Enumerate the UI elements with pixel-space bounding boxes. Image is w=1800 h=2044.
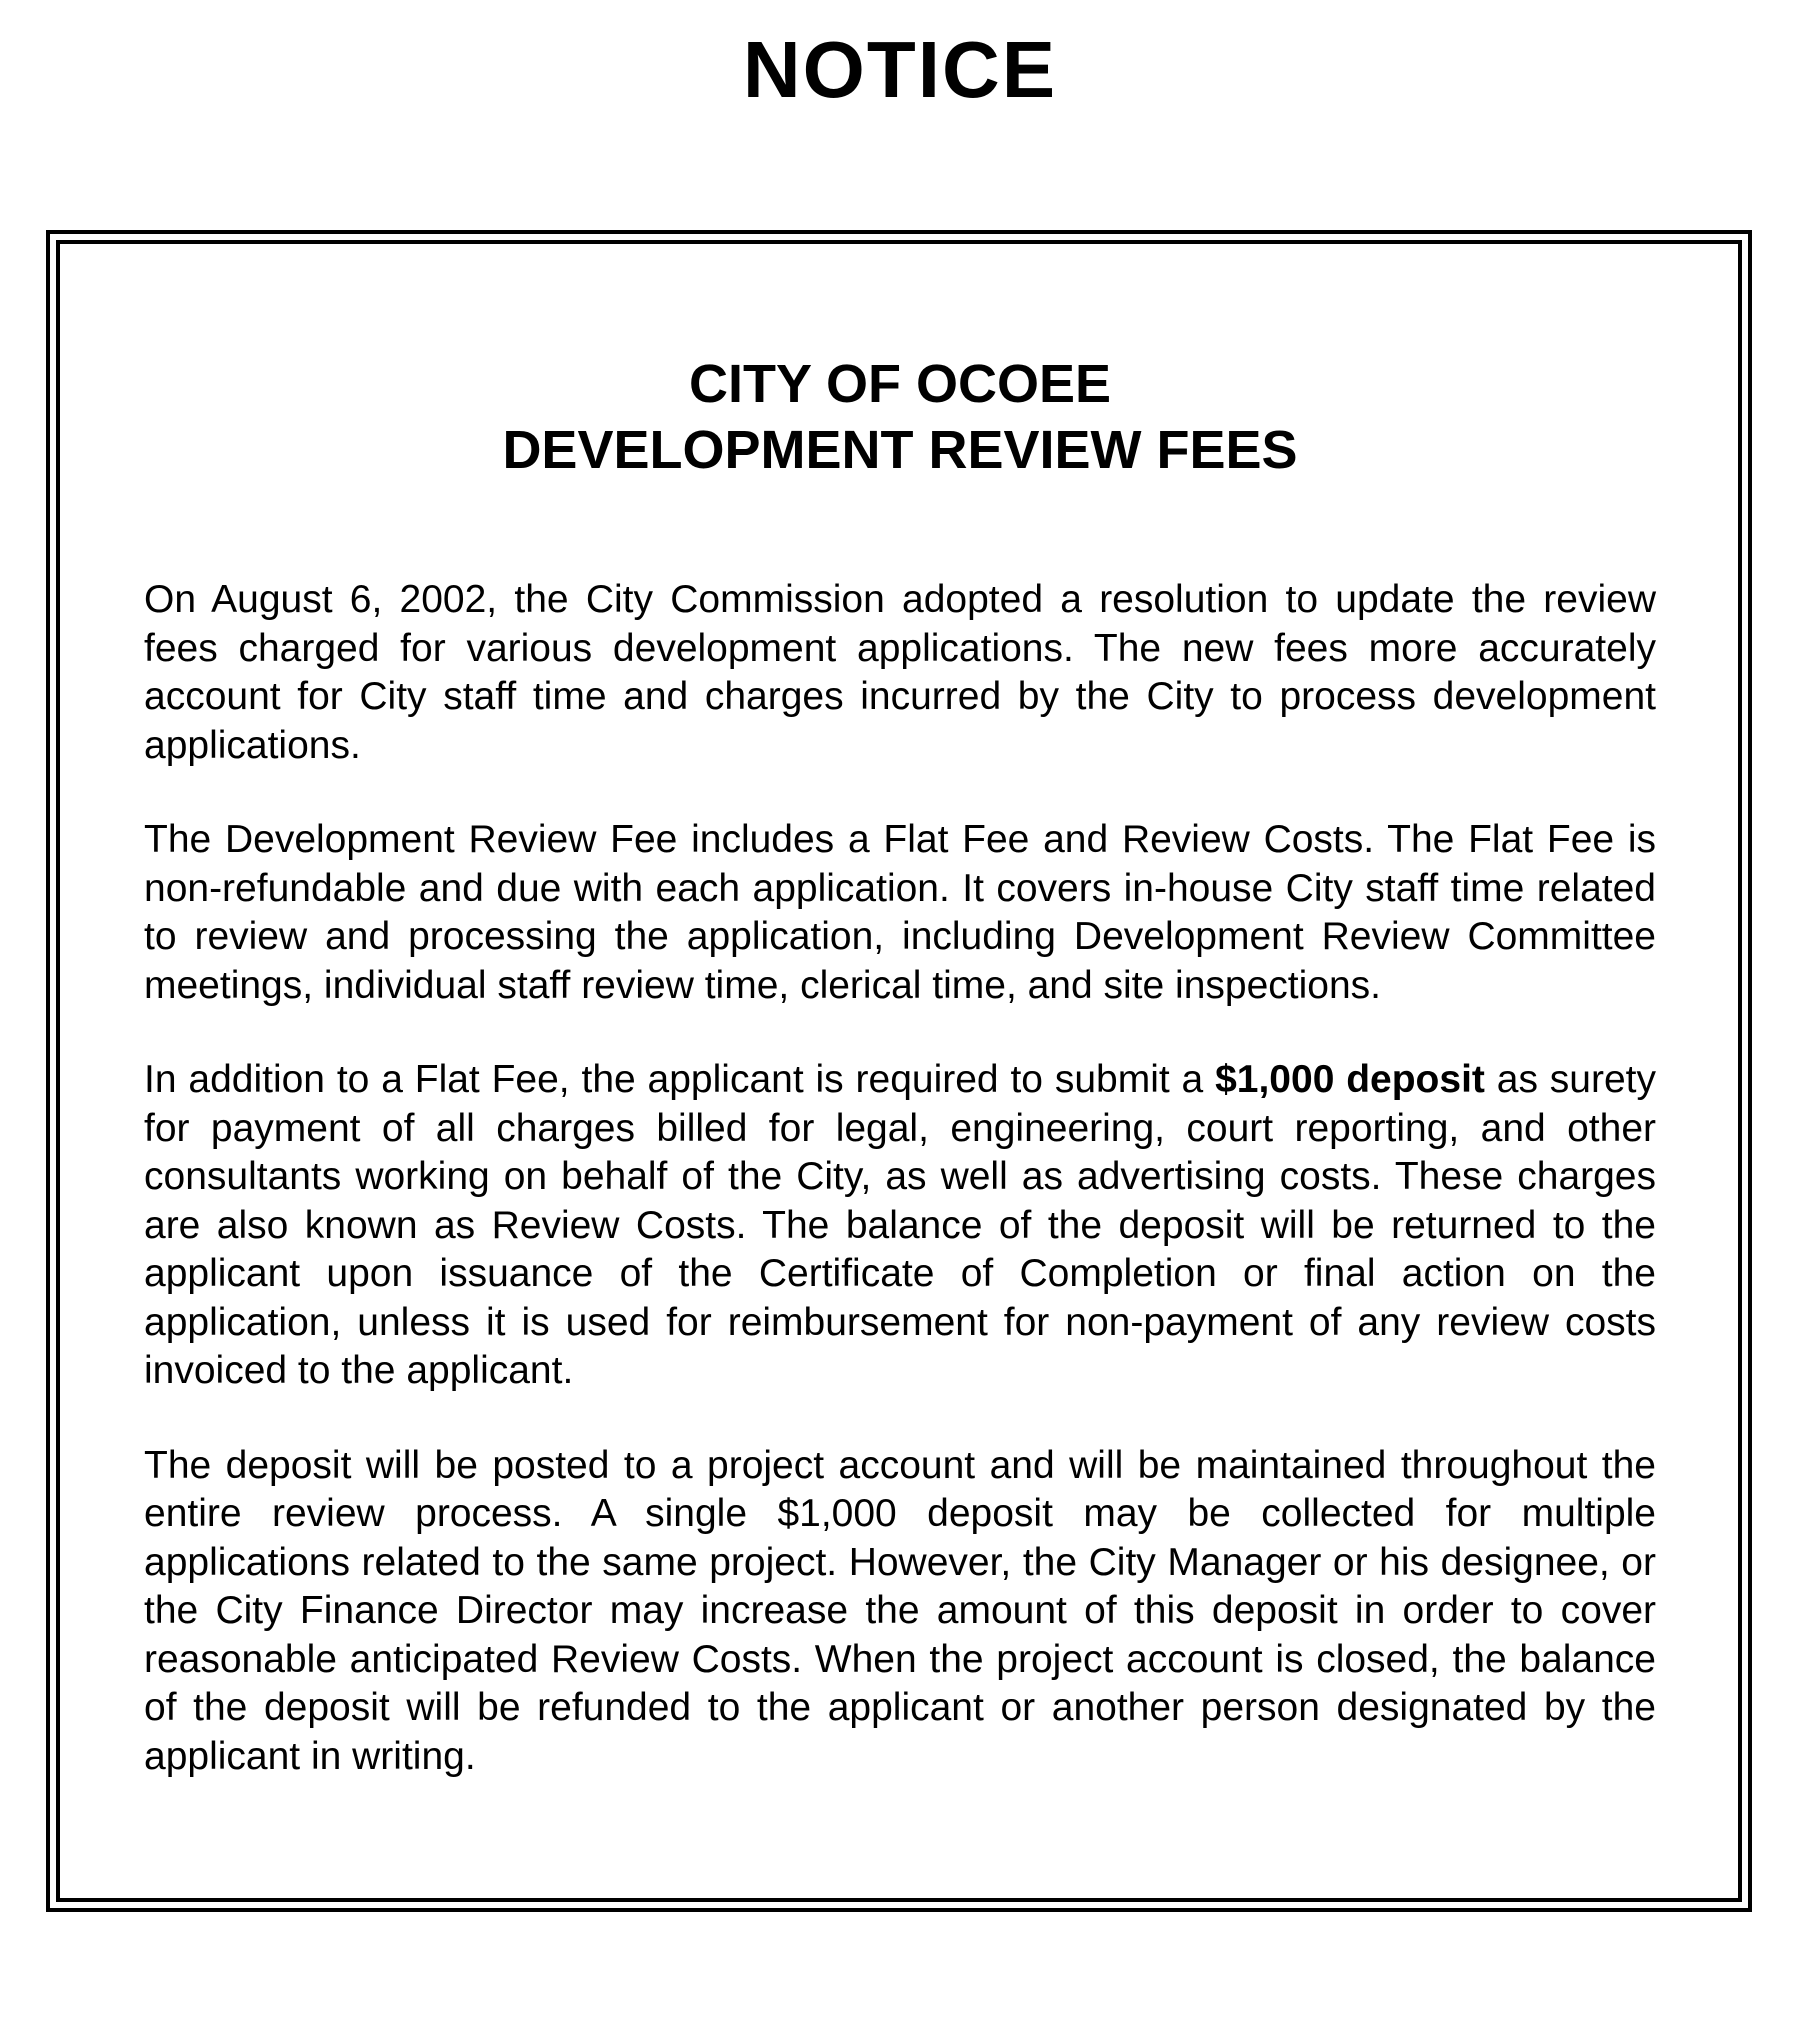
- document-title-line-2: DEVELOPMENT REVIEW FEES: [502, 420, 1298, 480]
- paragraph-project-account: The deposit will be posted to a project account and will be maintained throughout the entire review process. A single $1,000 deposit may be collected for multiple applications related to the same project. However, the City Manager or his designee, or the City Finance Director may increase the amount of this deposit in order to cover reasonable anticipated Review Costs. When the project account is closed, the balance of the deposit will be refunded to the applicant or another person designated by the applicant in writing.: [144, 1443, 1656, 1778]
- paragraph-fee-components: The Development Review Fee includes a Flat Fee and Review Costs. The Flat Fee is non-refundable and due with each application. It covers in-house City staff time related to review and processing the application, including Development Review Committee meetings, individual staff review time, clerical time, and site inspections.: [144, 818, 1656, 1007]
- deposit-amount-emphasis: $1,000 deposit: [1215, 1058, 1485, 1101]
- paragraph-deposit-intro: In addition to a Flat Fee, the applicant is required to submit a: [144, 1058, 1216, 1101]
- notice-heading: NOTICE: [742, 25, 1058, 114]
- paragraph-deposit-details: as surety for payment of all charges billed for legal, engineering, court reporting, and other consultants working on behalf of the City, as well as advertising costs. These charges are also known as Review Costs. The balance of the deposit will be returned to the applicant upon issuance of the Certificate of Completion or final action on the application, unless it is used for reimbursement for non-payment of any review costs invoiced to the applicant.: [144, 1058, 1656, 1392]
- document-title: [0, 351, 1800, 483]
- document-body: [144, 576, 1656, 1827]
- document-title-line-1: CITY OF OCOEE: [688, 354, 1112, 414]
- paragraph-adoption: On August 6, 2002, the City Commission adopted a resolution to update the review fees charged for various development applications. The new fees more accurately account for City staff time and charges incurred by the City to process development applications.: [144, 578, 1656, 767]
- paragraph-deposit: [144, 1056, 1656, 1396]
